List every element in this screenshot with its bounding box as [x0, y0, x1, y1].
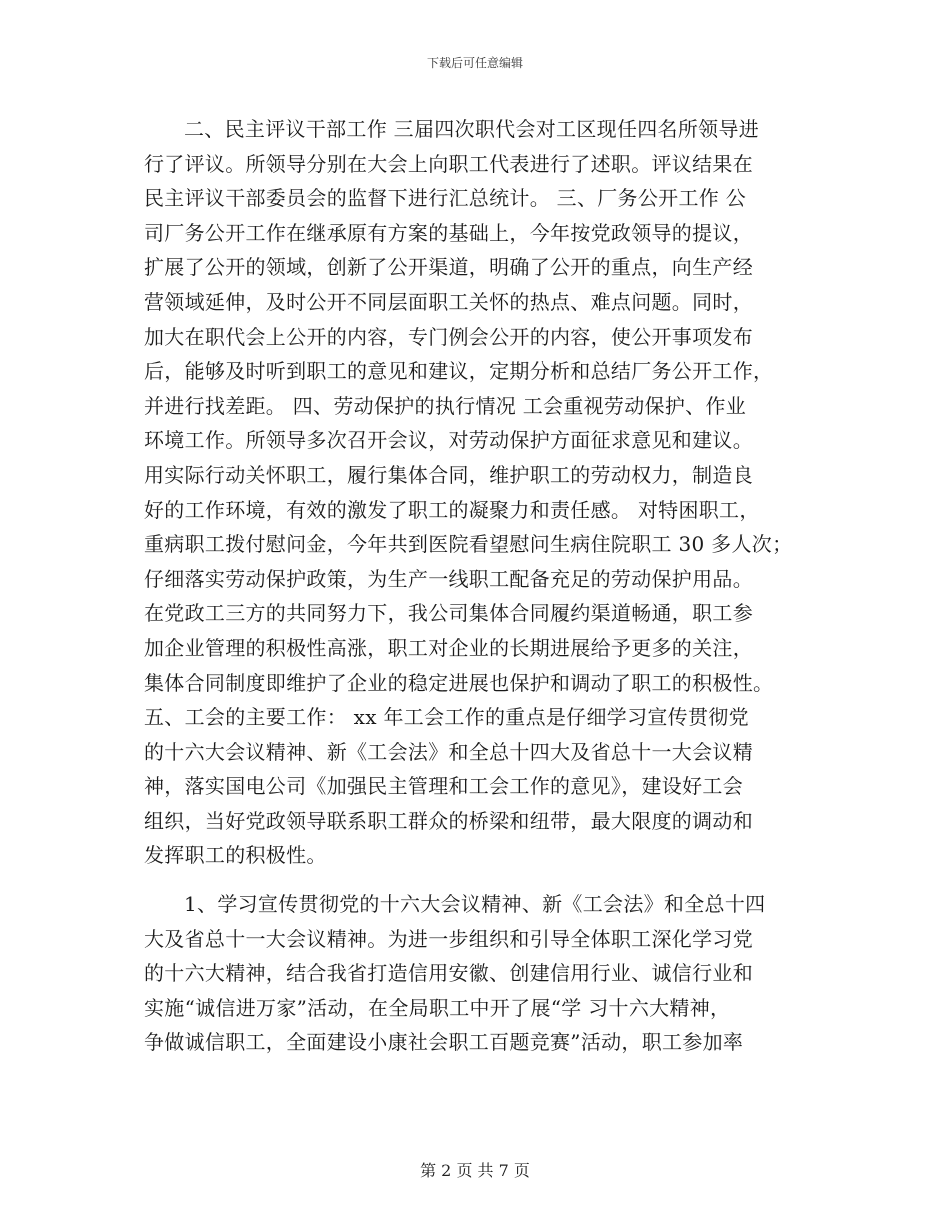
- document-body: [144, 112, 814, 1060]
- text-line: 扩展了公开的领域，创新了公开渠道，明确了公开的重点，向生产经: [144, 255, 753, 280]
- text-line: 二、民主评议干部工作 三届四次职代会对工区现任四名所领导进: [184, 117, 760, 141]
- text-line: 集体合同制度即维护了企业的稳定进展也保护和调动了职工的积极性。: [144, 670, 774, 695]
- text-line: 的十六大精神，结合我省打造信用安徽、创建信用行业、诚信行业和: [144, 961, 753, 986]
- text-line: 实施“诚信进万家”活动，在全局职工中开了展“学 习十六大精神，: [144, 995, 731, 1020]
- text-line: 仔细落实劳动保护政策，为生产一线职工配备充足的劳动保护用品。: [144, 566, 753, 591]
- text-line: 发挥职工的积极性。: [144, 843, 327, 868]
- text-line: 1、学习宣传贯彻党的十六大会议精神、新《工会法》和全总十四: [184, 892, 766, 917]
- text-line: 营领域延伸，及时公开不同层面职工关怀的热点、难点问题。同时，: [144, 289, 753, 314]
- text-line: 的十六大会议精神、新《工会法》和全总十四大及省总十一大会议精: [144, 739, 753, 764]
- text-line: 行了评议。所领导分别在大会上向职工代表进行了述职。评议结果在: [144, 151, 753, 176]
- paragraph-1: [144, 112, 814, 873]
- text-line: 大及省总十一大会议精神。为进一步组织和引导全体职工深化学习党: [144, 926, 753, 951]
- paragraph-2: [144, 887, 814, 1060]
- paragraph-gap: [144, 873, 814, 887]
- text-line: 环境工作。所领导多次召开会议，对劳动保护方面征求意见和建议。: [144, 428, 753, 453]
- text-line: 组织，当好党政领导联系职工群众的桥梁和纽带，最大限度的调动和: [144, 808, 753, 833]
- page-header: 下载后可任意编辑: [426, 56, 523, 70]
- text-line: 并进行找差距。 四、劳动保护的执行情况 工会重视劳动保护、作业: [144, 393, 747, 418]
- text-line: 在党政工三方的共同努力下，我公司集体合同履约渠道畅通，职工参: [144, 601, 753, 626]
- text-line: 加企业管理的积极性高涨，职工对企业的长期进展给予更多的关注，: [144, 635, 753, 660]
- text-line: 争做诚信职工，全面建设小康社会职工百题竞赛”活动，职工参加率: [144, 1030, 744, 1055]
- text-line: 五、工会的主要工作： xx 年工会工作的重点是仔细学习宣传贯彻党: [144, 705, 749, 730]
- text-line: 后，能够及时听到职工的意见和建议，定期分析和总结厂务公开工作，: [144, 359, 774, 384]
- text-line: 用实际行动关怀职工，履行集体合同，维护职工的劳动权力，制造良: [144, 462, 753, 487]
- text-line: 司厂务公开工作在继承原有方案的基础上，今年按党政领导的提议，: [144, 220, 753, 245]
- text-line: 民主评议干部委员会的监督下进行汇总统计。 三、厂务公开工作 公: [144, 186, 747, 211]
- text-line: 重病职工拨付慰问金，今年共到医院看望慰问生病住院职工 30 多人次；: [144, 532, 793, 557]
- text-line: 加大在职代会上公开的内容，专门例会公开的内容，使公开事项发布: [144, 324, 753, 349]
- text-line: 好的工作环境，有效的激发了职工的凝聚力和责任感。 对特困职工，: [144, 497, 760, 522]
- text-line: 神，落实国电公司《加强民主管理和工会工作的意见》，建设好工会: [144, 774, 743, 799]
- page-footer: 第 2 页 共 7 页: [420, 1161, 530, 1180]
